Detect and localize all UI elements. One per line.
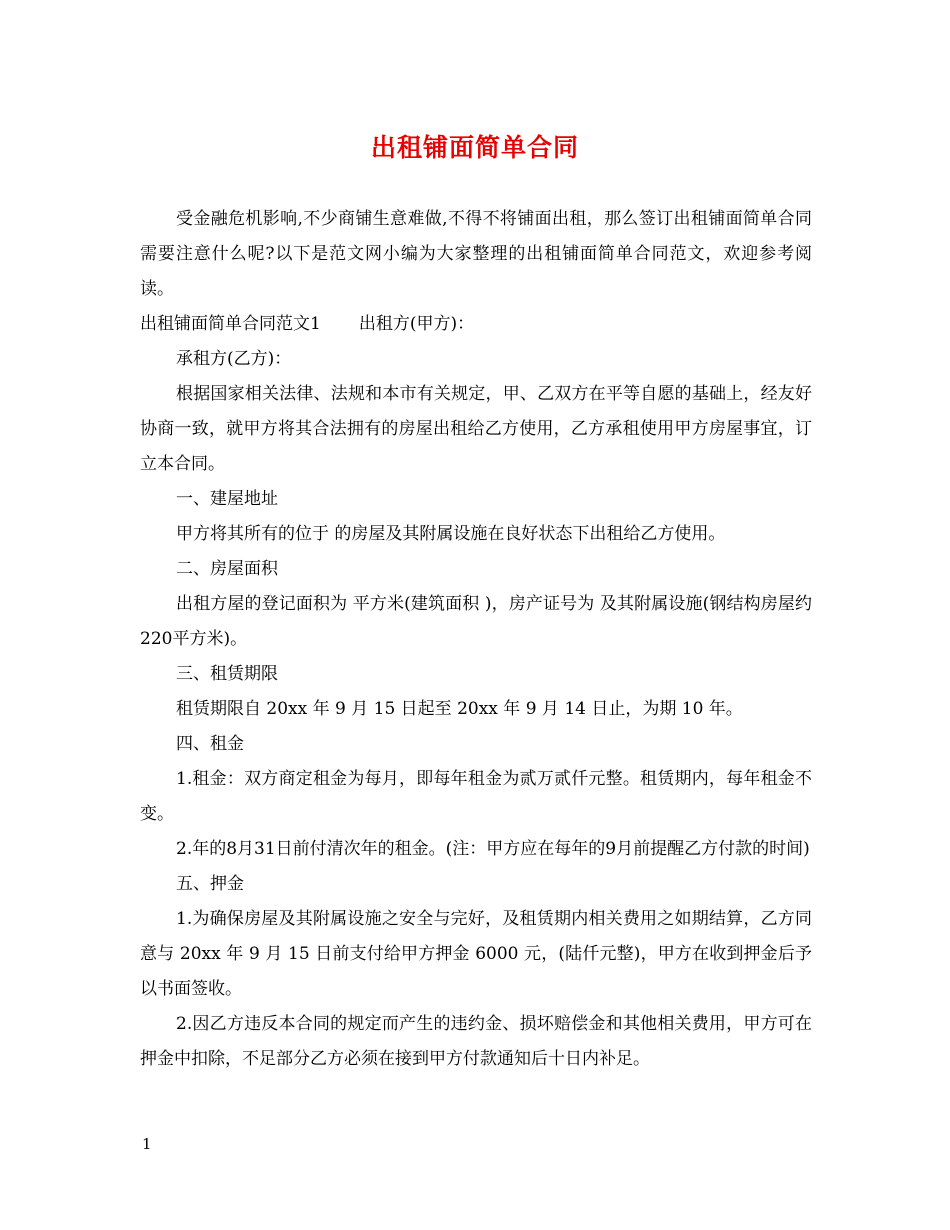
intro-paragraph: 受金融危机影响,不少商铺生意难做,不得不将铺面出租，那么签订出租铺面简单合同需要注意什么呢?以下是范文网小编为大家整理的出租铺面简单合同范文，欢迎参考阅读。 <box>140 209 812 299</box>
section-2-text: 出租方屋的登记面积为 平方米(建筑面积 )，房产证号为 及其附属设施(钢结构房屋约220平方米)。 <box>140 594 812 649</box>
lessor-label: 出租方(甲方)： <box>358 314 475 334</box>
section-3-text: 租赁期限自 20xx 年 9 月 15 日起至 20xx 年 9 月 14 日止，为期 10 年。 <box>176 699 743 719</box>
section-4-heading: 四、租金 <box>176 734 244 754</box>
parties-line <box>140 307 812 342</box>
section-5-item-2: 2.因乙方违反本合同的规定而产生的违约金、损坏赔偿金和其他相关费用，甲方可在押金中扣除，不足部分乙方必须在接到甲方付款通知后十日内补足。 <box>140 1014 812 1069</box>
document-body <box>140 202 812 1077</box>
sample-heading: 出租铺面简单合同范文1 <box>140 314 321 334</box>
section-1-heading: 一、建屋地址 <box>176 489 278 509</box>
lessee-label: 承租方(乙方)： <box>176 349 292 369</box>
preamble-paragraph: 根据国家相关法律、法规和本市有关规定，甲、乙双方在平等自愿的基础上，经友好协商一致，就甲方将其合法拥有的房屋出租给乙方使用，乙方承租使用甲方房屋事宜，订立本合同。 <box>140 384 812 474</box>
section-5-item-1: 1.为确保房屋及其附属设施之安全与完好，及租赁期内相关费用之如期结算，乙方同意与 20xx 年 9 月 15 日前支付给甲方押金 6000 元，(陆仟元整)，甲方在收到押金后予以书面签收。 <box>140 909 812 999</box>
section-4-item-2: 2.年的8月31日前付清次年的租金。(注：甲方应在每年的9月前提醒乙方付款的时间) <box>176 839 810 859</box>
section-3-heading: 三、租赁期限 <box>176 664 278 684</box>
section-1-text: 甲方将其所有的位于 的房屋及其附属设施在良好状态下出租给乙方使用。 <box>176 524 726 544</box>
section-2-heading: 二、房屋面积 <box>176 559 278 579</box>
document-title: 出租铺面简单合同 <box>370 133 579 162</box>
section-5-heading: 五、押金 <box>176 874 244 894</box>
page-number: 1 <box>142 1135 152 1153</box>
section-4-item-1: 1.租金：双方商定租金为每月，即每年租金为贰万贰仟元整。租赁期内，每年租金不变。 <box>140 769 812 824</box>
